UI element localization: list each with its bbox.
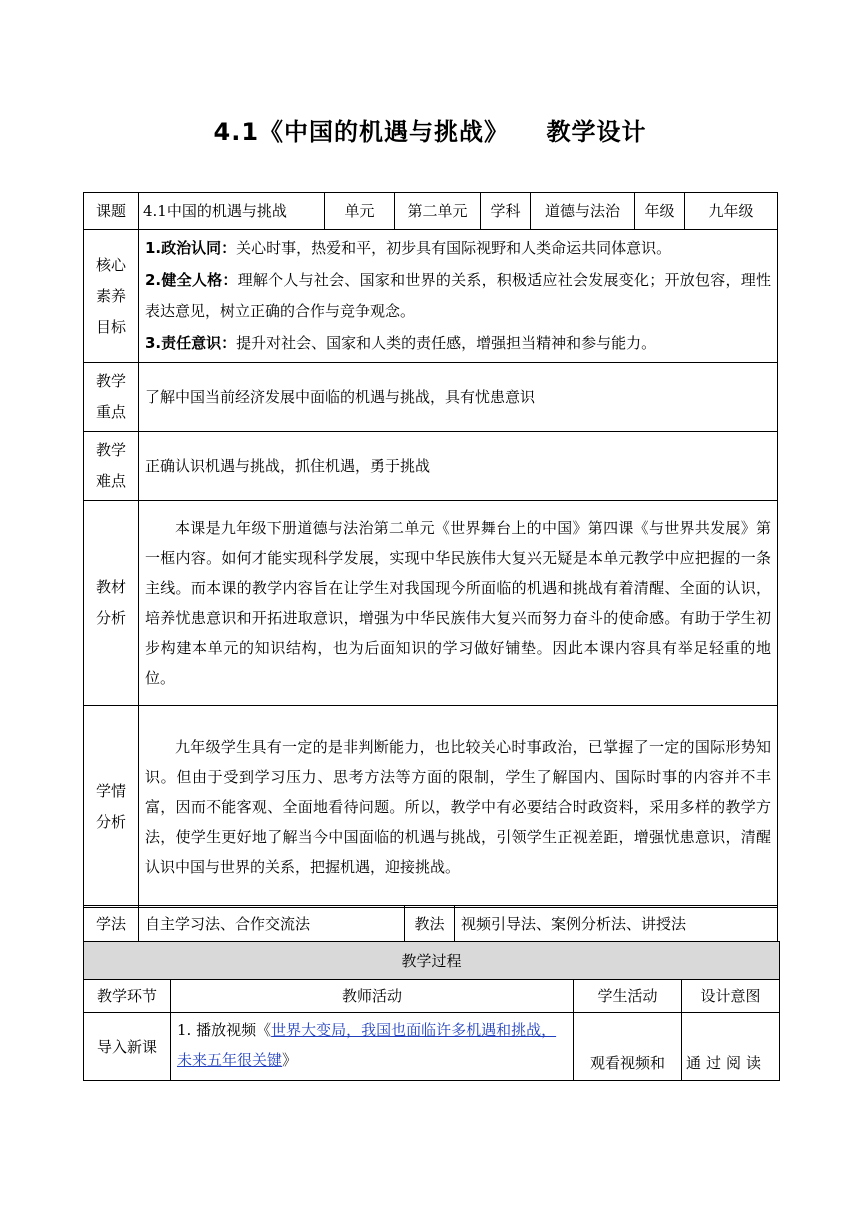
core-goals-label [84,230,139,363]
learner-label-line: 分析 [95,812,126,831]
goal-text: 理解个人与社会、国家和世界的关系，积极适应社会发展变化；开放包容，理性表达意见，树立正确的合作与竞争观念。 [145,270,771,320]
key-point-text: 了解中国当前经济发展中面临的机遇与挑战，具有忧患意识 [139,363,778,432]
header-student: 学生活动 [574,980,682,1013]
learner-analysis-label [84,706,139,908]
difficulty-text: 正确认识机遇与挑战，抓住机遇，勇于挑战 [139,432,778,501]
page-title: 4.1《中国的机遇与挑战》 教学设计 [213,118,647,146]
teacher-prefix: 1. 播放视频《 [177,1021,272,1039]
goal-head: 2.健全人格： [145,270,238,289]
unit-value: 第二单元 [395,193,481,230]
grade-value: 九年级 [685,193,778,230]
goal-item [145,328,771,360]
subject-value: 道德与法治 [531,193,635,230]
difficulty-label [84,432,139,501]
learner-label-line: 学情 [95,781,126,800]
topic-label: 课题 [84,193,139,230]
core-label-line: 核心 [95,255,126,274]
learner-analysis-text: 九年级学生具有一定的是非判断能力，也比较关心时事政治，已掌握了一定的国际形势知识。但由于受到学习压力、思考方法等方面的限制，学生了解国内、国际时事的内容并不丰富，因而不能客观、全面地看待问题。所以，教学中有必要结合时政资料，采用多样的教学方法，使学生更好地了解当今中国面临的机遇与挑战，引领学生正视差距，增强忧患意识，清醒认识中国与世界的关系，把握机遇，迎接挑战。 [139,706,778,908]
difficulty-label-line: 难点 [95,472,126,490]
goal-text: 关心时事，热爱和平，初步具有国际视野和人类命运共同体意识。 [236,239,672,257]
goal-item [145,233,771,265]
process-table-body [83,941,780,1081]
material-analysis-text: 本课是九年级下册道德与法治第二单元《世界舞台上的中国》第四课《与世界共发展》第一框内容。如何才能实现科学发展，实现中华民族伟大复兴无疑是本单元教学中应把握的一条主线。而本课的教学内容旨在让学生对我国现今所面临的机遇和挑战有着清醒、全面的认识，培养忧患意识和开拓进取意识，增强为中华民族伟大复兴而努力奋斗的使命感。有助于学生初步构建本单元的知识结构，也为后面知识的学习做好铺垫。因此本课内容具有举足轻重的地位。 [139,501,778,706]
process-title: 教学过程 [84,942,780,980]
methods-table [83,905,778,942]
difficulty-label-line: 教学 [95,441,126,459]
key-label-line: 教学 [95,372,126,390]
header-intent: 设计意图 [682,980,780,1013]
goal-head: 3.责任意识： [145,333,237,352]
goal-item [145,265,771,328]
material-label-line: 教材 [95,578,126,596]
teacher-suffix: 》 [282,1051,298,1069]
goal-text: 提升对社会、国家和人类的责任感，增强担当精神和参与能力。 [236,333,657,352]
teacher-activity [171,1013,574,1081]
key-label-line: 重点 [95,403,126,421]
learn-method-value: 自主学习法、合作交流法 [139,906,405,942]
core-goals [139,230,778,363]
material-analysis-label [84,501,139,706]
lesson-info-table [83,192,778,908]
key-point-label [84,363,139,432]
header-teacher: 教师活动 [171,980,574,1013]
teach-method-label: 教法 [405,906,455,942]
material-label-line: 分析 [95,609,126,627]
core-label-line: 目标 [95,317,126,336]
header-stage: 教学环节 [84,980,171,1013]
learn-method-label: 学法 [84,906,139,942]
unit-label: 单元 [325,193,395,230]
grade-label: 年级 [635,193,685,230]
design-intent: 通过阅读 [682,1013,780,1081]
subject-label: 学科 [481,193,531,230]
video-link[interactable]: 世界大变局，我国也面临许多机遇和挑战，未来五年很关键 [177,1021,557,1069]
stage-intro: 导入新课 [84,1013,171,1081]
topic-value: 4.1中国的机遇与挑战 [139,193,325,230]
core-label-line: 素养 [95,286,126,305]
teach-method-value: 视频引导法、案例分析法、讲授法 [455,906,778,942]
goal-head: 1.政治认同： [145,239,237,257]
student-activity: 观看视频和 [574,1013,682,1081]
